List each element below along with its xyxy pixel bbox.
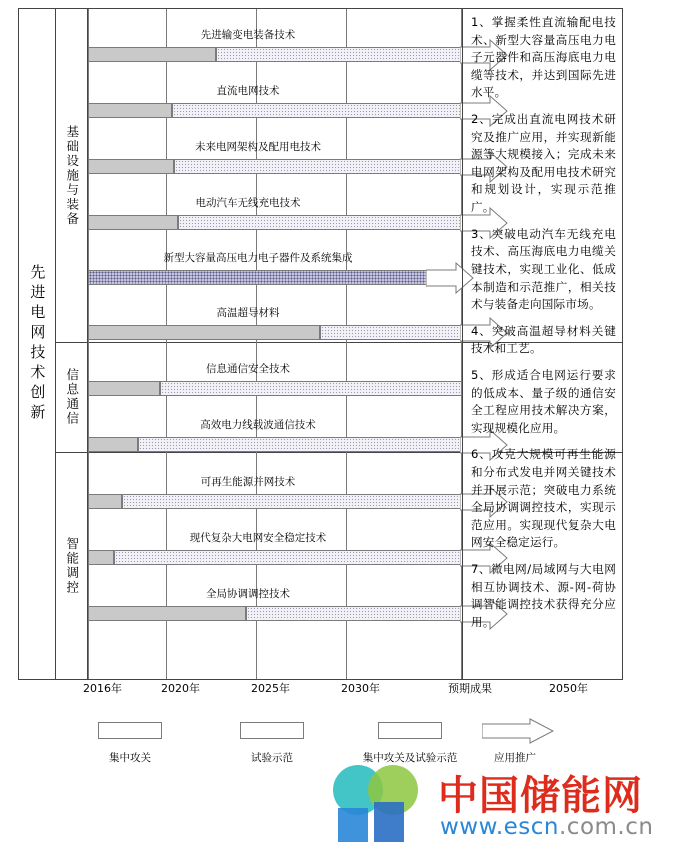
row-label: 信息通信安全技术 <box>206 363 290 375</box>
bar-demo <box>178 215 462 230</box>
bar-focus <box>88 47 216 62</box>
bar-demo <box>246 606 462 621</box>
bar-focus <box>88 103 172 118</box>
row-label: 可再生能源并网技术 <box>200 476 296 488</box>
result-item: 7、微电网/局域网与大电网相互协调技术、源-网-荷协调智能调控技术获得充分应用。 <box>471 562 616 629</box>
row-label: 全局协调调控技术 <box>206 588 290 600</box>
bar-demo <box>174 159 462 174</box>
row-label: 新型大容量高压电力电子器件及系统集成 <box>163 252 353 264</box>
axis-tick: 预期成果 <box>448 682 492 695</box>
row-label: 先进输变电装备技术 <box>200 29 296 41</box>
bar-demo <box>122 494 462 509</box>
group-cell-infrastructure <box>56 9 88 342</box>
watermark-url <box>440 814 653 840</box>
bar-demo <box>216 47 462 62</box>
bar-demo <box>172 103 462 118</box>
row-label: 现代复杂大电网安全稳定技术 <box>189 532 327 544</box>
roadmap-title-text: 先进电网技术创新 <box>28 264 47 424</box>
result-item: 6、攻克大规模可再生能源和分布式发电并网关键技术并开展示范；突破电力系统全局协调调控技术，实现示范应用。实现现代复杂大电网安全稳定运行。 <box>471 447 616 550</box>
watermark-url-main: www.escn <box>440 814 559 840</box>
bar-focus <box>88 494 122 509</box>
axis-tick: 2025年 <box>251 682 290 695</box>
axis-tick: 2050年 <box>549 682 588 695</box>
group-cell-communication <box>56 342 88 452</box>
bar-demo <box>138 437 462 452</box>
bar-focus <box>88 325 320 340</box>
legend-label: 集中攻关 <box>109 752 151 764</box>
bar-focus <box>88 381 160 396</box>
bar-demo <box>160 381 462 396</box>
bar-focus <box>88 550 114 565</box>
legend-label: 应用推广 <box>494 752 536 764</box>
watermark-logo-icon <box>330 762 435 854</box>
legend-swatch-demo <box>240 722 304 739</box>
group-cell-dispatch <box>56 452 88 680</box>
legend-arrow-icon <box>482 718 554 748</box>
roadmap-title <box>18 8 56 680</box>
row-label: 直流电网技术 <box>216 85 280 97</box>
legend-label: 试验示范 <box>251 752 293 764</box>
bar-demo <box>320 325 462 340</box>
group-label: 智能调控 <box>64 537 80 595</box>
result-item: 5、形成适合电网运行要求的低成本、量子级的通信安全工程应用技术解决方案，实现规模化应用。 <box>471 367 616 435</box>
watermark-url-dim: .com.cn <box>559 814 654 840</box>
gantt-chart <box>88 9 462 679</box>
expected-results-column <box>462 8 623 680</box>
bar-focus <box>88 437 138 452</box>
result-item: 4、突破高温超导材料关键技术和工艺。 <box>471 323 616 356</box>
bar-focus-and-demo <box>88 270 428 285</box>
time-axis <box>56 680 623 702</box>
group-label: 信息通信 <box>64 368 80 426</box>
bar-focus <box>88 159 174 174</box>
row-label: 电动汽车无线充电技术 <box>195 197 301 209</box>
legend-swatch-focus <box>98 722 162 739</box>
axis-tick: 2030年 <box>341 682 380 695</box>
bar-focus <box>88 606 246 621</box>
axis-tick: 2020年 <box>161 682 200 695</box>
bar-demo <box>114 550 462 565</box>
axis-tick: 2016年 <box>83 682 122 695</box>
result-item: 1、掌握柔性直流输配电技术、新型大容量高压电力电子元器件和高压海底电力电缆等技术，并达到国际先进水平。 <box>471 15 616 100</box>
row-label: 高效电力线载波通信技术 <box>200 419 316 431</box>
legend-label: 集中攻关及试验示范 <box>362 752 458 764</box>
result-item: 2、完成出直流电网技术研究及推广应用，并实现新能源等大规模接入；完成未来电网架构及配用电技术研究和规划设计，实现示范推广。 <box>471 112 616 215</box>
watermark-text: 中国储能网 <box>438 773 643 819</box>
watermark <box>330 762 675 858</box>
legend-swatch-both <box>378 722 442 739</box>
row-label: 高温超导材料 <box>216 307 280 319</box>
row-label: 未来电网架构及配用电技术 <box>195 141 321 153</box>
result-item: 3、突破电动汽车无线充电技术、高压海底电力电缆关键技术，实现工业化、低成本制造和示范推广，相关技术与装备走向国际市场。 <box>471 226 616 312</box>
bar-focus <box>88 215 178 230</box>
group-label: 基础设施与装备 <box>64 124 80 227</box>
